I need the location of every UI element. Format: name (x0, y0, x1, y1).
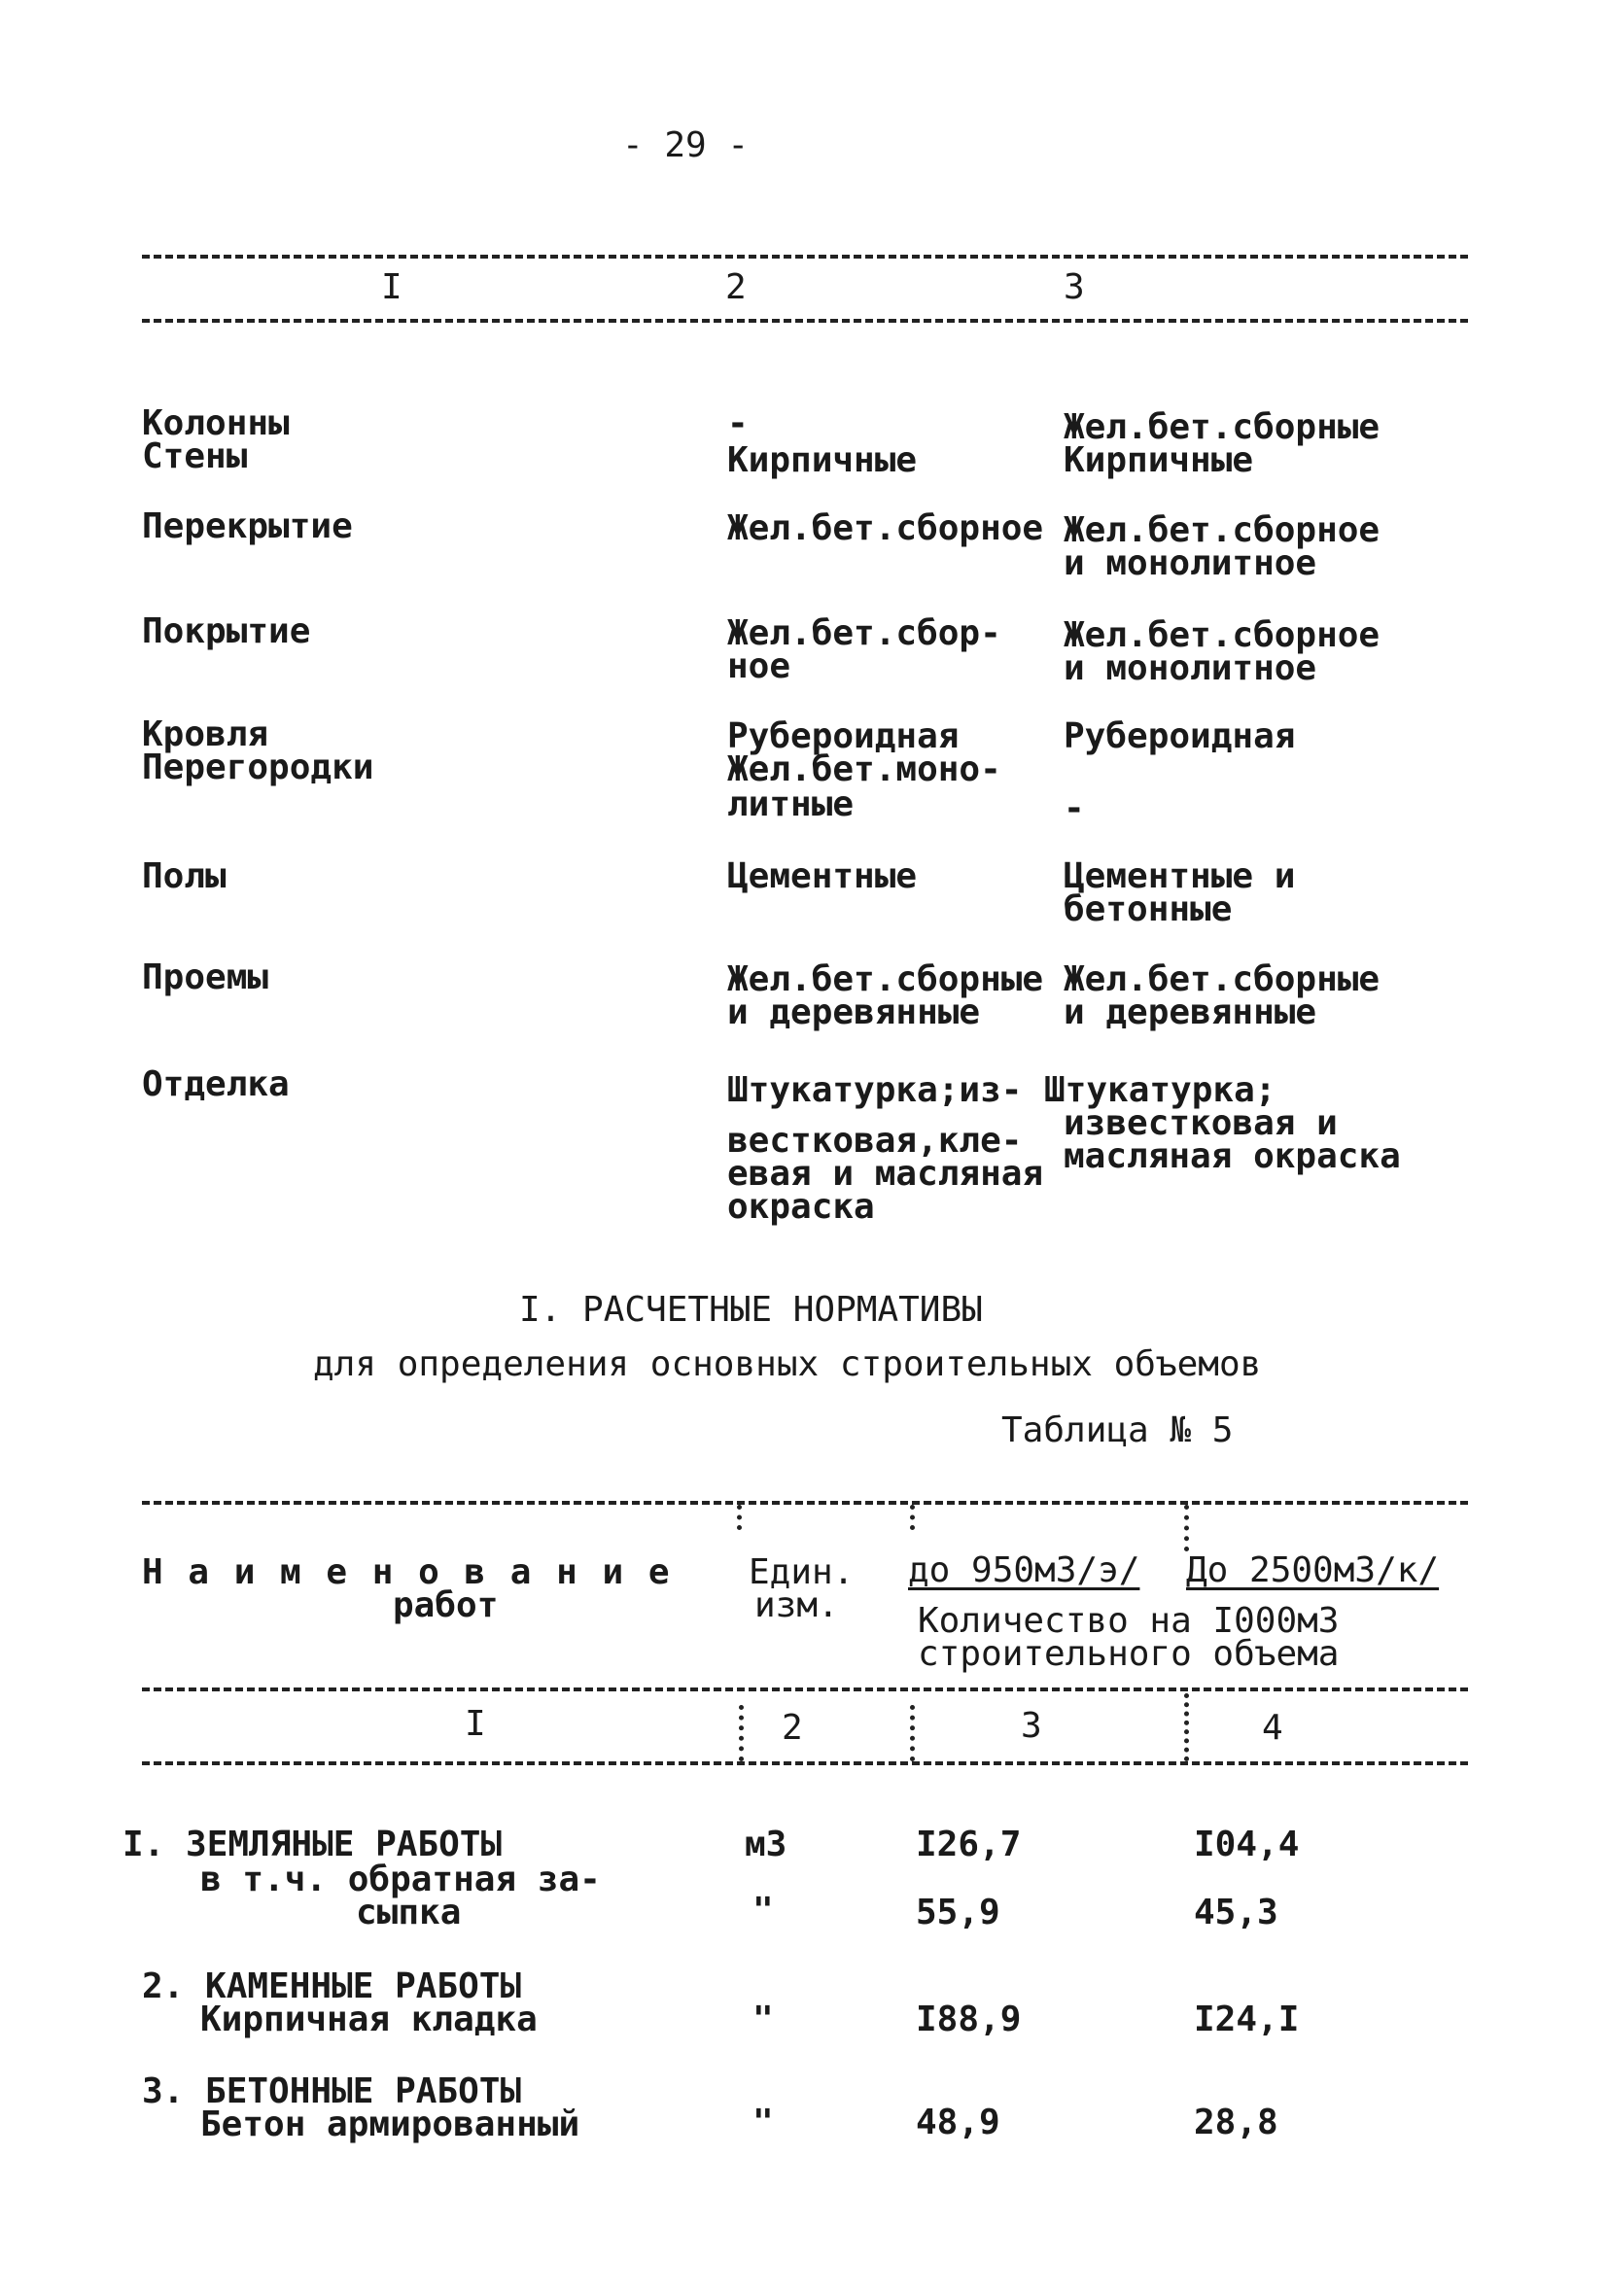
row-col3: и деревянные (1064, 992, 1317, 1032)
row-unit: " (752, 1891, 774, 1931)
col-number-1: I (465, 1704, 486, 1744)
row-col3: бетонные (1064, 889, 1233, 929)
row-name: Колонны (142, 403, 290, 443)
column-separator (737, 1505, 742, 1530)
header-name-line1: Н а и м е н о в а н и е (142, 1552, 672, 1592)
row-col2: Жел.бет.моно- (727, 749, 1001, 789)
header-col4: До 2500м3/к/ (1186, 1550, 1440, 1590)
row-col2: литные (727, 784, 855, 824)
row-col3: Жел.бет.сборные (1064, 959, 1381, 999)
divider (142, 1687, 1468, 1691)
row-col3: и монолитное (1064, 543, 1317, 583)
spec-col-1-header: I (381, 267, 402, 307)
header-quantity-line2: строительного объема (918, 1634, 1340, 1674)
row-value-2500: 28,8 (1194, 2103, 1278, 2142)
header-unit-line1: Един. (749, 1552, 855, 1592)
row-col2: Жел.бет.сбор- (727, 613, 1001, 653)
row-label: I. ЗЕМЛЯНЫЕ РАБОТЫ (122, 1825, 503, 1864)
column-separator (910, 1705, 915, 1761)
col-number-4: 4 (1262, 1708, 1283, 1748)
header-quantity-line1: Количество на I000м3 (918, 1601, 1340, 1641)
row-col2: вестковая,кле- (727, 1121, 1023, 1161)
spec-col-2-header: 2 (725, 267, 747, 307)
column-separator (1184, 1505, 1189, 1551)
row-col3: Жел.бет.сборное (1064, 615, 1381, 655)
row-col2: Кирпичные (727, 440, 918, 480)
row-col3: - (1064, 788, 1085, 828)
row-col2: Штукатурка;из- (727, 1070, 1023, 1110)
row-col3: Цементные и (1064, 856, 1296, 896)
section-subtitle: для определения основных строительных объемов (313, 1344, 1262, 1384)
row-col2: и деревянные (727, 992, 981, 1032)
row-name: Перегородки (142, 748, 374, 787)
row-label: 2. КАМЕННЫЕ РАБОТЫ (142, 1966, 522, 2006)
column-separator (910, 1505, 915, 1530)
row-col3: известковая и (1064, 1103, 1338, 1143)
row-value-2500: 45,3 (1194, 1893, 1278, 1932)
row-value-2500: I04,4 (1194, 1825, 1300, 1864)
page-number: - 29 - (622, 125, 750, 165)
row-col3: Жел.бет.сборное (1064, 510, 1381, 550)
row-value-950: I26,7 (916, 1825, 1022, 1864)
row-col3: Кирпичные (1064, 440, 1254, 480)
row-label: Кирпичная кладка (200, 2000, 538, 2039)
row-col3: Рубероидная (1064, 716, 1296, 756)
row-name: Отделка (142, 1064, 290, 1104)
row-col2: евая и масляная (727, 1154, 1044, 1194)
row-col2: Рубероидная (727, 716, 960, 756)
row-col3: масляная окраска (1064, 1136, 1401, 1176)
row-col2: окраска (727, 1187, 875, 1227)
row-label: в т.ч. обратная за- (200, 1860, 601, 1899)
divider (142, 1761, 1468, 1765)
row-col2: - (727, 403, 749, 443)
row-unit: " (752, 2103, 774, 2142)
section-title: I. РАСЧЕТНЫЕ НОРМАТИВЫ (519, 1290, 983, 1330)
row-col3: и монолитное (1064, 648, 1317, 688)
column-separator (1184, 1693, 1189, 1761)
row-name: Кровля (142, 714, 269, 754)
col-number-2: 2 (782, 1708, 803, 1748)
divider (142, 1501, 1468, 1505)
row-unit: м3 (745, 1825, 787, 1864)
row-value-2500: I24,I (1194, 2000, 1300, 2039)
table-label: Таблица № 5 (1001, 1410, 1234, 1450)
row-name: Перекрытие (142, 506, 353, 546)
divider (142, 255, 1468, 259)
column-separator (739, 1705, 744, 1761)
row-col2: ное (727, 646, 791, 686)
row-unit: " (752, 2000, 774, 2039)
row-label: сыпка (356, 1893, 462, 1932)
row-name: Полы (142, 856, 227, 896)
row-col3: Штукатурка; (1044, 1070, 1276, 1110)
row-value-950: 55,9 (916, 1893, 1000, 1932)
spec-col-3-header: 3 (1064, 267, 1085, 307)
header-unit-line2: изм. (754, 1585, 839, 1625)
row-name: Покрытие (142, 611, 311, 651)
row-col2: Жел.бет.сборное (727, 508, 1044, 548)
row-col3: Жел.бет.сборные (1064, 407, 1381, 447)
row-value-950: 48,9 (916, 2103, 1000, 2142)
header-col3: до 950м3/э/ (908, 1550, 1140, 1590)
row-label: 3. БЕТОННЫЕ РАБОТЫ (142, 2071, 522, 2111)
header-name-line2: работ (393, 1585, 499, 1625)
row-name: Стены (142, 436, 248, 476)
row-label: Бетон армированный (200, 2105, 580, 2144)
divider (142, 319, 1468, 323)
row-value-950: I88,9 (916, 2000, 1022, 2039)
row-name: Проемы (142, 957, 269, 997)
col-number-3: 3 (1021, 1706, 1042, 1746)
row-col2: Жел.бет.сборные (727, 959, 1044, 999)
row-col2: Цементные (727, 856, 918, 896)
